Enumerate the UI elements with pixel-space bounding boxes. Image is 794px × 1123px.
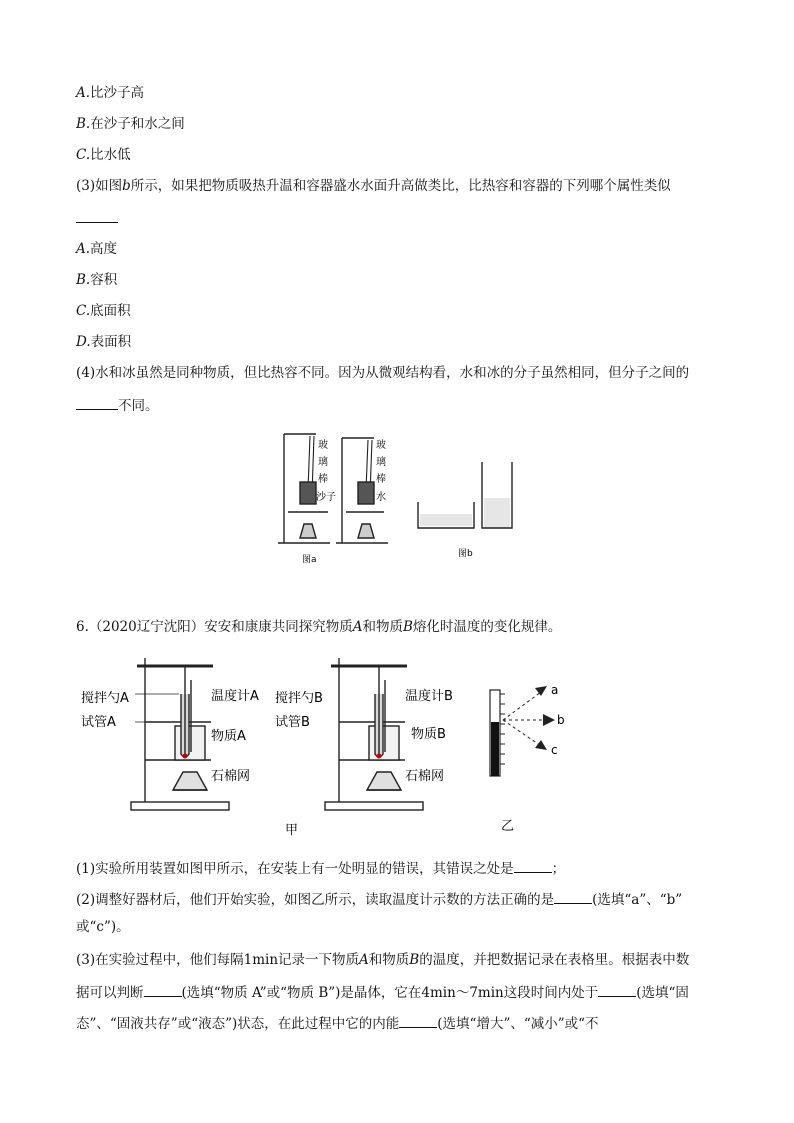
label-water: 水 (376, 492, 386, 503)
answer-blank-6-3a[interactable] (144, 982, 182, 997)
answer-blank-6-3c[interactable] (399, 1013, 437, 1028)
apparatus-b (325, 658, 423, 810)
label-substance-b: 物质B (411, 727, 446, 742)
label-gauze-a: 石棉网 (211, 769, 251, 784)
label-substance-a: 物质A (211, 729, 246, 744)
caption-yi: 乙 (501, 819, 515, 834)
container-narrow (482, 462, 512, 528)
question-6-part-2-line2: 或“c”)。 (76, 919, 130, 935)
label-thermo-b: 温度计B (405, 689, 453, 704)
label-gauze-b: 石棉网 (405, 769, 445, 784)
thermometer-scale (490, 686, 555, 776)
rod-char-1-right: 玻 (376, 440, 386, 451)
container-wide (418, 502, 474, 528)
option-2-c: C.比水低 (76, 147, 131, 163)
option-3-a: A.高度 (76, 241, 118, 257)
question-5-part-4-line2: 不同。 (76, 395, 159, 415)
label-stir-b: 搅拌勺B (275, 691, 323, 706)
question-6-part-1: (1)实验所用装置如图甲所示，在安装上有一处明显的错误，其错误之处是 ； (76, 858, 565, 878)
figure-jia-yi (75, 650, 565, 840)
option-2-b: B.在沙子和水之间 (76, 116, 185, 132)
answer-blank-6-3b[interactable] (598, 982, 636, 997)
option-2-a: A.比沙子高 (76, 85, 145, 101)
eye-label-a: a (551, 683, 559, 697)
label-tube-b: 试管B (275, 715, 310, 730)
question-5-part-4: (4)水和冰虽然是同种物质，但比热容不同。因为从微观结构看，水和冰的分子虽然相同，但分子之间的 (76, 365, 690, 381)
figure-a-b (270, 428, 520, 568)
answer-blank-6-1[interactable] (514, 858, 552, 873)
label-tube-a: 试管A (81, 715, 116, 730)
question-6-part-3-line3: 态”、“固液共存”或“液态”)状态，在此过程中它的内能 (选填“增大”、“减小”或“不 (76, 1013, 599, 1033)
caption-jia: 甲 (285, 823, 299, 838)
question-6-stem: 6.（2020辽宁沈阳）安安和康康共同探究物质A和物质B熔化时温度的变化规律。 (76, 619, 562, 635)
option-3-c: C.底面积 (76, 303, 131, 319)
rod-char-3-right: 棒 (376, 474, 386, 485)
answer-blank-6-2[interactable] (554, 889, 592, 904)
label-thermo-a: 温度计A (211, 689, 259, 704)
caption-a: 图a (302, 555, 317, 565)
stand-water (336, 438, 388, 543)
label-stir-a: 搅拌勺A (81, 691, 129, 706)
rod-char-3-left: 棒 (318, 474, 328, 485)
question-6-part-2: (2)调整好器材后，他们开始实验，如图乙所示，读取温度计示数的方法正确的是 (选填“a”、“b” (76, 889, 682, 909)
question-6-part-3-line2: 据可以判断 (选填“物质 A”或“物质 B”)是晶体，它在4min～7min这段时间内处于 (选填“固 (76, 982, 689, 1002)
answer-blank-4[interactable] (76, 395, 118, 410)
answer-blank-3[interactable] (76, 208, 118, 228)
question-6-part-3-line1: (3)在实验过程中，他们每隔1min记录一下物质A和物质B的温度，并把数据记录在表格里。根据表中数 (76, 952, 690, 968)
option-3-b: B.容积 (76, 272, 118, 288)
rod-char-2-left: 璃 (318, 457, 328, 468)
eye-label-b: b (557, 713, 565, 727)
rod-char-1-left: 玻 (318, 440, 328, 451)
rod-char-2-right: 璃 (376, 457, 386, 468)
option-3-d: D.表面积 (76, 334, 132, 350)
caption-b: 图b (458, 549, 473, 559)
label-sand: 沙子 (316, 492, 336, 503)
question-5-part-3: (3)如图b所示，如果把物质吸热升温和容器盛水水面升高做类比，比热容和容器的下列哪个属性类似 (76, 178, 671, 194)
eye-label-c: c (551, 743, 558, 757)
